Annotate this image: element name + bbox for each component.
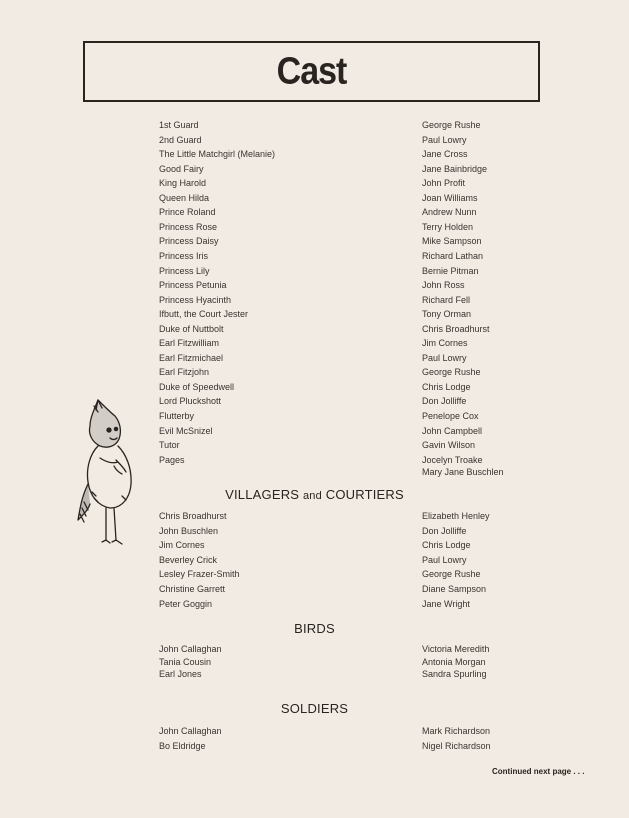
cast-role: Princess Petunia	[159, 280, 227, 291]
cast-actor: Bernie Pitman	[422, 265, 479, 276]
birds-heading: BIRDS	[294, 621, 335, 636]
villagers-heading-and: and	[302, 490, 322, 502]
cast-actor: Richard Lathan	[422, 250, 484, 261]
cast-actor: Andrew Nunn	[422, 207, 477, 218]
cast-actor: Jim Cornes	[422, 338, 468, 349]
birds-member: Antonia Morgan	[422, 656, 486, 667]
villagers-member: Beverley Crick	[159, 554, 218, 565]
cast-role: Good Fairy	[159, 163, 204, 174]
cast-role: Earl Fitzwilliam	[159, 338, 220, 349]
cast-actor: John Profit	[422, 178, 466, 189]
cast-role: King Harold	[159, 178, 207, 189]
bird-character-illustration	[76, 396, 148, 551]
cast-role: Princess Iris	[159, 250, 209, 261]
cast-role: Queen Hilda	[159, 192, 210, 203]
cast-role: Duke of Speedwell	[159, 381, 235, 392]
cast-role: Evil McSnizel	[159, 425, 213, 436]
soldiers-member: Bo Eldridge	[159, 740, 206, 751]
villagers-member: Peter Goggin	[159, 598, 213, 609]
cast-actor: George Rushe	[422, 120, 481, 130]
cast-actor: Don Jolliffe	[422, 396, 467, 407]
cast-role: Princess Hyacinth	[159, 294, 232, 305]
cast-actor: Richard Fell	[422, 294, 471, 305]
birds-member: Earl Jones	[159, 669, 202, 680]
cast-actor: Jane Cross	[422, 149, 468, 160]
villagers-member: Christine Garrett	[159, 584, 226, 594]
cast-actor: Joan Williams	[422, 192, 478, 203]
cast-role: Flutterby	[159, 411, 195, 421]
villagers-member: Chris Lodge	[422, 540, 471, 551]
villagers-heading-b: COURTIERS	[325, 487, 404, 502]
cast-actor: Paul Lowry	[422, 352, 467, 363]
soldiers-member: Mark Richardson	[422, 726, 491, 736]
villagers-member: Don Jolliffe	[422, 525, 467, 536]
soldiers-member: John Callaghan	[159, 726, 222, 736]
cast-role: Ifbutt, the Court Jester	[159, 309, 249, 320]
villagers-member: Chris Broadhurst	[159, 511, 227, 521]
cast-role: Earl Fitzjohn	[159, 367, 210, 378]
villagers-member: Elizabeth Henley	[422, 511, 490, 521]
birds-member: Sandra Spurling	[422, 669, 487, 680]
cast-actor: Tony Orman	[422, 309, 472, 320]
cast-role: Pages	[159, 454, 185, 465]
cast-actor: Chris Lodge	[422, 381, 471, 392]
cast-role: 1st Guard	[159, 120, 199, 130]
cast-actor: Terry Holden	[422, 221, 474, 232]
cast-actor: Penelope Cox	[422, 411, 479, 421]
cast-role: Princess Lily	[159, 265, 210, 276]
villagers-member: Paul Lowry	[422, 554, 467, 565]
villagers-member: John Buschlen	[159, 525, 219, 536]
title-box	[83, 41, 540, 102]
cast-actor: Jane Bainbridge	[422, 163, 488, 174]
villagers-heading	[0, 487, 629, 502]
cast-role: Princess Daisy	[159, 236, 219, 247]
villagers-member: George Rushe	[422, 569, 481, 580]
continued-note: Continued next page . . .	[492, 767, 585, 776]
page-title: Cast	[276, 49, 347, 93]
birds-member: Tania Cousin	[159, 656, 212, 667]
cast-actor: Mary Jane Buschlen	[422, 466, 504, 477]
villagers-member: Diane Sampson	[422, 584, 487, 594]
villagers-member: Lesley Frazer-Smith	[159, 569, 240, 580]
cast-role: 2nd Guard	[159, 134, 202, 145]
villagers-member: Jim Cornes	[159, 540, 205, 551]
birds-member: Victoria Meredith	[422, 644, 490, 654]
villagers-heading-a: VILLAGERS	[225, 487, 300, 502]
cast-actor: Paul Lowry	[422, 134, 467, 145]
cast-role: Tutor	[159, 440, 180, 451]
cast-role: Earl Fitzmichael	[159, 352, 224, 363]
cast-role: Lord Pluckshott	[159, 396, 222, 407]
cast-role: The Little Matchgirl (Melanie)	[159, 149, 276, 160]
villagers-member: Jane Wright	[422, 598, 470, 609]
cast-actor: Mike Sampson	[422, 236, 482, 247]
cast-actor: Jocelyn Troake	[422, 454, 483, 465]
cast-role: Duke of Nuttbolt	[159, 323, 224, 334]
soldiers-heading: SOLDIERS	[280, 701, 349, 716]
cast-actor: Chris Broadhurst	[422, 323, 490, 334]
cast-actor: John Campbell	[422, 425, 483, 436]
cast-actor: Gavin Wilson	[422, 440, 476, 451]
cast-role: Princess Rose	[159, 221, 218, 232]
birds-member: John Callaghan	[159, 644, 222, 654]
cast-role: Prince Roland	[159, 207, 216, 218]
soldiers-member: Nigel Richardson	[422, 740, 491, 751]
cast-actor: George Rushe	[422, 367, 481, 378]
cast-actor: John Ross	[422, 280, 465, 291]
